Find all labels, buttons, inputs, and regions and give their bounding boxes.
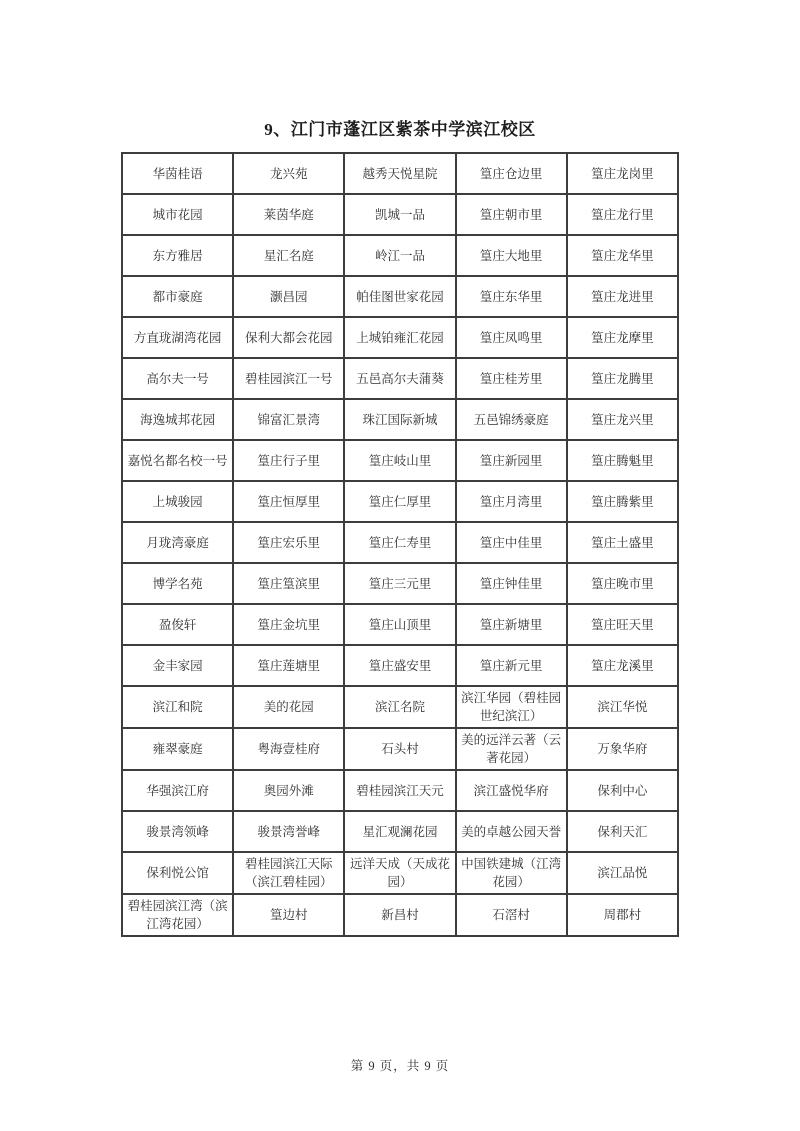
table-cell: 篁庄恒厚里 [233, 481, 344, 522]
table-cell: 篁庄仁寿里 [344, 522, 455, 563]
table-cell: 滨江名院 [344, 686, 455, 728]
table-cell: 篁庄龙华里 [567, 235, 678, 276]
table-cell: 越秀天悦星院 [344, 153, 455, 194]
table-cell: 雍翠豪庭 [122, 728, 233, 770]
table-cell: 东方雅居 [122, 235, 233, 276]
table-cell: 篁庄龙进里 [567, 276, 678, 317]
table-cell: 篁庄腾魁里 [567, 440, 678, 481]
table-row [122, 317, 678, 358]
table-row [122, 440, 678, 481]
table-cell: 上城铂雍汇花园 [344, 317, 455, 358]
table-cell: 篁庄龙摩里 [567, 317, 678, 358]
table-cell: 滨江盛悦华府 [456, 770, 567, 811]
table-cell: 海逸城邦花园 [122, 399, 233, 440]
table-cell: 篁庄凤鸣里 [456, 317, 567, 358]
table-cell: 粤海壹桂府 [233, 728, 344, 770]
page-title: 9、江门市蓬江区紫茶中学滨江校区 [264, 120, 536, 139]
table-cell: 盈俊轩 [122, 604, 233, 645]
table-cell: 星汇观澜花园 [344, 811, 455, 852]
table-cell: 锦富汇景湾 [233, 399, 344, 440]
table-cell: 保利中心 [567, 770, 678, 811]
table-cell: 篁庄朝市里 [456, 194, 567, 235]
table-cell: 月珑湾豪庭 [122, 522, 233, 563]
table-cell: 篁庄宏乐里 [233, 522, 344, 563]
table-cell: 碧桂园滨江湾（滨江湾花园） [122, 894, 233, 936]
table-cell: 篁庄龙腾里 [567, 358, 678, 399]
table-cell: 珠江国际新城 [344, 399, 455, 440]
table-cell: 篁庄旺天里 [567, 604, 678, 645]
table-cell: 石头村 [344, 728, 455, 770]
table-cell: 美的花园 [233, 686, 344, 728]
table-row [122, 686, 678, 728]
table-cell: 奥园外滩 [233, 770, 344, 811]
table-cell: 碧桂园滨江天际（滨江碧桂园） [233, 852, 344, 894]
table-row [122, 770, 678, 811]
community-roster-table [121, 152, 679, 937]
table-cell: 美的卓越公园天誉 [456, 811, 567, 852]
table-cell: 篁庄大地里 [456, 235, 567, 276]
table-cell: 嘉悦名都名校一号 [122, 440, 233, 481]
table-cell: 新昌村 [344, 894, 455, 936]
table-cell: 篁庄篁滨里 [233, 563, 344, 604]
table-cell: 滨江品悦 [567, 852, 678, 894]
table-cell: 高尔夫一号 [122, 358, 233, 399]
table-cell: 篁庄龙行里 [567, 194, 678, 235]
table-cell: 篁庄岐山里 [344, 440, 455, 481]
table-row [122, 235, 678, 276]
table-row [122, 811, 678, 852]
table-cell: 岭江一品 [344, 235, 455, 276]
table-cell: 金丰家园 [122, 645, 233, 686]
table-cell: 骏景湾誉峰 [233, 811, 344, 852]
table-cell: 帕佳图世家花园 [344, 276, 455, 317]
table-cell: 都市豪庭 [122, 276, 233, 317]
table-cell: 篁庄仁厚里 [344, 481, 455, 522]
table-cell: 篁庄行子里 [233, 440, 344, 481]
table-cell: 骏景湾领峰 [122, 811, 233, 852]
table-body [122, 153, 678, 936]
table-cell: 五邑高尔夫蒲葵 [344, 358, 455, 399]
table-cell: 万象华府 [567, 728, 678, 770]
table-cell: 凯城一品 [344, 194, 455, 235]
table-cell: 华强滨江府 [122, 770, 233, 811]
table-cell: 保利天汇 [567, 811, 678, 852]
table-cell: 篁庄金坑里 [233, 604, 344, 645]
table-cell: 中国铁建城（江湾花园） [456, 852, 567, 894]
table-cell: 美的远洋云著（云著花园） [456, 728, 567, 770]
table-cell: 保利大都会花园 [233, 317, 344, 358]
table-row [122, 522, 678, 563]
table-cell: 城市花园 [122, 194, 233, 235]
table-cell: 篁庄三元里 [344, 563, 455, 604]
table-cell: 篁庄龙兴里 [567, 399, 678, 440]
table-cell: 篁庄龙岗里 [567, 153, 678, 194]
table-cell: 篁庄新园里 [456, 440, 567, 481]
table-cell: 莱茵华庭 [233, 194, 344, 235]
table-cell: 篁庄腾紫里 [567, 481, 678, 522]
table-cell: 滨江华园（碧桂园世纪滨江） [456, 686, 567, 728]
table-row [122, 194, 678, 235]
table-cell: 博学名苑 [122, 563, 233, 604]
table-cell: 保利悦公馆 [122, 852, 233, 894]
table-cell: 碧桂园滨江一号 [233, 358, 344, 399]
table-cell: 篁庄东华里 [456, 276, 567, 317]
table-cell: 篁庄土盛里 [567, 522, 678, 563]
table-cell: 篁庄新元里 [456, 645, 567, 686]
page-number: 第 9 页，共 9 页 [350, 1059, 450, 1073]
table-cell: 龙兴苑 [233, 153, 344, 194]
table-cell: 篁庄中佳里 [456, 522, 567, 563]
table-cell: 篁庄山顶里 [344, 604, 455, 645]
table-cell: 周郡村 [567, 894, 678, 936]
table-cell: 篁庄盛安里 [344, 645, 455, 686]
table-cell: 碧桂园滨江天元 [344, 770, 455, 811]
table-row [122, 604, 678, 645]
table-row [122, 153, 678, 194]
table-row [122, 399, 678, 440]
table-cell: 石滘村 [456, 894, 567, 936]
table-cell: 篁庄月湾里 [456, 481, 567, 522]
table-row [122, 481, 678, 522]
table-cell: 篁庄仓边里 [456, 153, 567, 194]
table-row [122, 728, 678, 770]
table-cell: 篁庄晚市里 [567, 563, 678, 604]
table-cell: 五邑锦绣豪庭 [456, 399, 567, 440]
table-cell: 星汇名庭 [233, 235, 344, 276]
table-cell: 华茵桂语 [122, 153, 233, 194]
table-cell: 篁边村 [233, 894, 344, 936]
table-cell: 篁庄莲塘里 [233, 645, 344, 686]
table-row [122, 358, 678, 399]
table-cell: 篁庄桂芳里 [456, 358, 567, 399]
table-cell: 篁庄钟佳里 [456, 563, 567, 604]
table-cell: 方直珑湖湾花园 [122, 317, 233, 358]
table-cell: 篁庄新塘里 [456, 604, 567, 645]
table-row [122, 852, 678, 894]
table-cell: 滨江和院 [122, 686, 233, 728]
table-cell: 远洋天成（天成花园） [344, 852, 455, 894]
table-row [122, 563, 678, 604]
table-cell: 滨江华悦 [567, 686, 678, 728]
table-row [122, 645, 678, 686]
table-row [122, 276, 678, 317]
table-cell: 灏昌园 [233, 276, 344, 317]
table-cell: 上城骏园 [122, 481, 233, 522]
table-cell: 篁庄龙溪里 [567, 645, 678, 686]
table-row [122, 894, 678, 936]
